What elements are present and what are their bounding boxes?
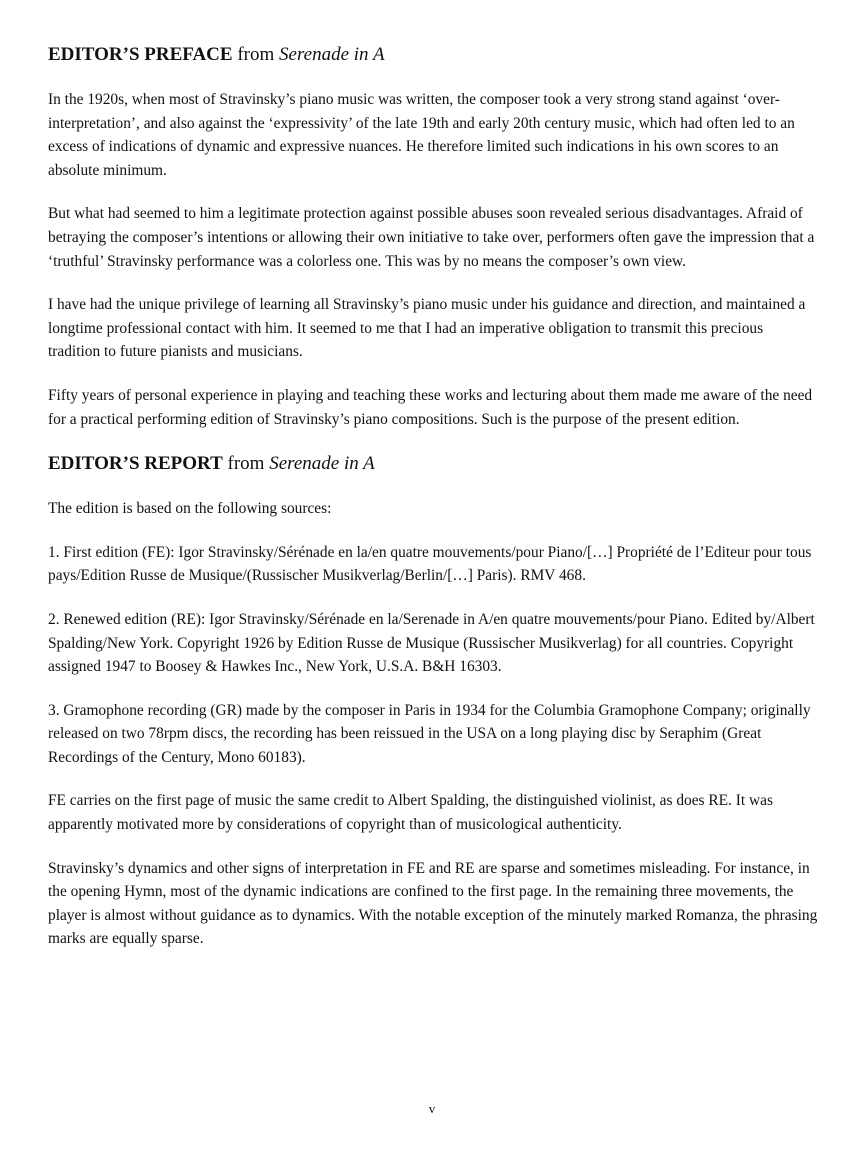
preface-heading: [48, 42, 818, 68]
preface-heading-from: from: [232, 44, 280, 65]
page-number: v: [428, 1101, 436, 1116]
report-heading-label: EDITOR’S REPORT: [48, 453, 223, 475]
report-paragraph-2: 1. First edition (FE): Igor Stravinsky/Sérénade en la/en quatre mouvements/pour Piano/[…] Propriété de l’Editeur pour tous pays/Edition Russe de Musique/(Russischer Musikverlag/Berlin/[…] Paris). RMV 468.: [48, 543, 812, 585]
preface-heading-label: EDITOR’S PREFACE: [48, 44, 233, 65]
document-page: [48, 42, 818, 971]
report-heading-title: Serenade in A: [269, 453, 375, 475]
report-paragraph-6: Stravinsky’s dynamics and other signs of interpretation in FE and RE are sparse and sometimes misleading. For instance, in the opening Hymn, most of the dynamic indications are confined to the first page. In the remaining three movements, the player is almost without guidance as to dynamics. With the notable exception of the minutely marked Romanza, the phrasing marks are equally sparse.: [48, 859, 818, 948]
preface-heading-title: Serenade in A: [279, 44, 385, 65]
report-paragraph-5: FE carries on the first page of music the same credit to Albert Spalding, the distinguished violinist, as does RE. It was apparently motivated more by considerations of copyright than of musicological authenticity.: [48, 792, 773, 834]
preface-paragraph-2: But what had seemed to him a legitimate protection against possible abuses soon revealed serious disadvantages. Afraid of betraying the composer’s intentions or allowing their own initiative to take over, performers often gave the impression that a ‘truthful’ Stravinsky performance was a colorless one. This was by no means the composer’s own view.: [48, 205, 815, 270]
report-paragraph-4: 3. Gramophone recording (GR) made by the composer in Paris in 1934 for the Columbia Gramophone Company; originally released on two 78rpm discs, the recording has been reissued in the USA on a long playing disc by Seraphim (Great Recordings of the Century, Mono 60183).: [48, 701, 811, 766]
report-paragraph-1: The edition is based on the following sources:: [48, 500, 332, 518]
preface-paragraph-3: I have had the unique privilege of learning all Stravinsky’s piano music under his guidance and direction, and maintained a longtime professional contact with him. It seemed to me that I had an imperative obligation to transmit this precious tradition to future pianists and musicians.: [48, 296, 806, 361]
preface-paragraph-1: In the 1920s, when most of Stravinsky’s piano music was written, the composer took a very strong stand against ‘over-interpretation’, and also against the ‘expressivity’ of the late 19th and early 20th century music, which had often led to an excess of indications of dynamic and expressive nuances. He therefore limited such indications in his own scores to an absolute minimum.: [48, 91, 795, 179]
report-heading-from: from: [222, 453, 270, 475]
preface-paragraph-4: Fifty years of personal experience in playing and teaching these works and lecturing about them made me aware of the need for a practical performing edition of Stravinsky’s piano compositions. Such is the purpose of the present edition.: [48, 386, 813, 428]
report-heading: [48, 451, 818, 477]
report-paragraph-3: 2. Renewed edition (RE): Igor Stravinsky/Sérénade en la/Serenade in A/en quatre mouvements/pour Piano. Edited by/Albert Spalding/New York. Copyright 1926 by Edition Russe de Musique (Russischer Musikverlag) for all countries. Copyright assigned 1947 to Boosey & Hawkes Inc., New York, U.S.A. B&H 16303.: [48, 610, 815, 676]
